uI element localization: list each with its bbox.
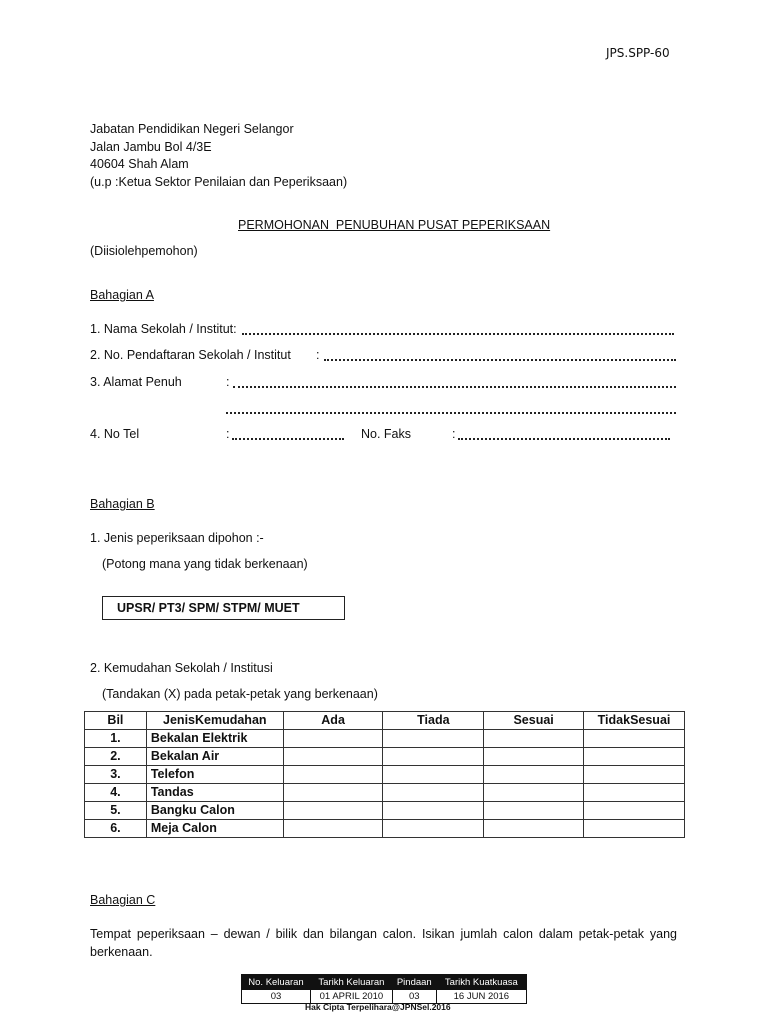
revision-date: 01 APRIL 2010 xyxy=(310,990,392,1004)
table-row xyxy=(85,802,685,820)
row-number: 5. xyxy=(85,802,147,820)
form-title: PERMOHONAN PENUBUHAN PUSAT PEPERIKSAAN xyxy=(238,218,551,232)
checkbox-cell-ada[interactable] xyxy=(283,766,383,784)
section-b-heading: Bahagian B xyxy=(90,497,155,511)
checkbox-cell-tidak-sesuai[interactable] xyxy=(584,784,685,802)
address-line-3: 40604 Shah Alam xyxy=(90,157,189,171)
facility-name: Telefon xyxy=(146,766,283,784)
section-c-text: Tempat peperiksaan – dewan / bilik dan bilangan calon. Isikan jumlah calon dalam petak-petak yang berkenaan. xyxy=(90,927,677,959)
facilities-table xyxy=(84,711,685,838)
checkbox-cell-tidak-sesuai[interactable] xyxy=(584,766,685,784)
phone-field[interactable] xyxy=(232,438,344,440)
facility-name: Bekalan Elektrik xyxy=(146,730,283,748)
revision-header-no: No. Keluaran xyxy=(242,975,311,990)
checkbox-cell-ada[interactable] xyxy=(283,748,383,766)
row-number: 2. xyxy=(85,748,147,766)
address-colon: : xyxy=(226,375,230,389)
address-line-2: Jalan Jambu Bol 4/3E xyxy=(90,140,212,154)
checkbox-cell-sesuai[interactable] xyxy=(484,730,584,748)
checkbox-cell-tidak-sesuai[interactable] xyxy=(584,748,685,766)
revision-header-amendment: Pindaan xyxy=(392,975,436,990)
table-row xyxy=(85,730,685,748)
checkbox-cell-tidak-sesuai[interactable] xyxy=(584,820,685,838)
col-header-ada: Ada xyxy=(283,712,383,730)
col-header-tiada: Tiada xyxy=(383,712,484,730)
checkbox-cell-sesuai[interactable] xyxy=(484,820,584,838)
checkbox-cell-ada[interactable] xyxy=(283,802,383,820)
document-code: JPS.SPP-60 xyxy=(606,46,670,60)
table-row xyxy=(85,784,685,802)
checkbox-cell-tiada[interactable] xyxy=(383,766,484,784)
revision-header-effective: Tarikh Kuatkuasa xyxy=(436,975,526,990)
section-a-heading: Bahagian A xyxy=(90,288,154,302)
fax-label: No. Faks xyxy=(361,427,412,441)
row-number: 6. xyxy=(85,820,147,838)
phone-colon: : xyxy=(226,427,230,441)
facilities-label: 2. Kemudahan Sekolah / Institusi xyxy=(90,661,273,675)
facility-name: Tandas xyxy=(146,784,283,802)
exam-options-box[interactable]: UPSR/ PT3/ SPM/ STPM/ MUET xyxy=(102,596,345,620)
phone-label: 4. No Tel xyxy=(90,427,140,441)
address-line-4: (u.p :Ketua Sektor Penilaian dan Peperiksaan) xyxy=(90,175,348,189)
form-subtitle: (Diisiolehpemohon) xyxy=(90,244,198,258)
checkbox-cell-sesuai[interactable] xyxy=(484,766,584,784)
checkbox-cell-tiada[interactable] xyxy=(383,748,484,766)
facility-name: Meja Calon xyxy=(146,820,283,838)
address-label: 3. Alamat Penuh xyxy=(90,375,182,389)
checkbox-cell-tiada[interactable] xyxy=(383,730,484,748)
registration-no-label: 2. No. Pendaftaran Sekolah / Institut xyxy=(90,348,291,362)
checkbox-cell-sesuai[interactable] xyxy=(484,748,584,766)
checkbox-cell-tidak-sesuai[interactable] xyxy=(584,730,685,748)
checkbox-cell-sesuai[interactable] xyxy=(484,784,584,802)
address-line-1: Jabatan Pendidikan Negeri Selangor xyxy=(90,122,294,136)
address-field-line-1[interactable] xyxy=(233,386,676,388)
checkbox-cell-tiada[interactable] xyxy=(383,802,484,820)
table-header-row xyxy=(85,712,685,730)
checkbox-cell-ada[interactable] xyxy=(283,820,383,838)
revision-table xyxy=(241,974,527,1004)
registration-no-colon: : xyxy=(316,348,320,362)
exam-type-note: (Potong mana yang tidak berkenaan) xyxy=(102,557,308,571)
revision-amendment: 03 xyxy=(392,990,436,1004)
school-name-label: 1. Nama Sekolah / Institut: xyxy=(90,322,237,336)
col-header-tidak-sesuai: TidakSesuai xyxy=(584,712,685,730)
checkbox-cell-tidak-sesuai[interactable] xyxy=(584,802,685,820)
facility-name: Bangku Calon xyxy=(146,802,283,820)
checkbox-cell-ada[interactable] xyxy=(283,784,383,802)
address-field-line-2[interactable] xyxy=(226,412,676,414)
checkbox-cell-tiada[interactable] xyxy=(383,784,484,802)
checkbox-cell-ada[interactable] xyxy=(283,730,383,748)
table-row xyxy=(85,766,685,784)
fax-field[interactable] xyxy=(458,438,670,440)
revision-header-row xyxy=(242,975,527,990)
row-number: 1. xyxy=(85,730,147,748)
fax-colon: : xyxy=(452,427,456,441)
checkbox-cell-tiada[interactable] xyxy=(383,820,484,838)
section-c-heading: Bahagian C xyxy=(90,893,156,907)
col-header-bil: Bil xyxy=(85,712,147,730)
revision-header-date: Tarikh Keluaran xyxy=(310,975,392,990)
row-number: 3. xyxy=(85,766,147,784)
revision-effective: 16 JUN 2016 xyxy=(436,990,526,1004)
facilities-note: (Tandakan (X) pada petak-petak yang berkenaan) xyxy=(102,687,378,701)
copyright-notice: Hak Cipta Terpelihara@JPNSel.2016 xyxy=(305,1002,451,1012)
school-name-field[interactable] xyxy=(242,333,674,335)
table-row xyxy=(85,748,685,766)
registration-no-field[interactable] xyxy=(324,359,676,361)
facility-name: Bekalan Air xyxy=(146,748,283,766)
checkbox-cell-sesuai[interactable] xyxy=(484,802,584,820)
revision-no: 03 xyxy=(242,990,311,1004)
row-number: 4. xyxy=(85,784,147,802)
table-row xyxy=(85,820,685,838)
col-header-sesuai: Sesuai xyxy=(484,712,584,730)
col-header-facility: JenisKemudahan xyxy=(146,712,283,730)
exam-type-label: 1. Jenis peperiksaan dipohon :- xyxy=(90,531,264,545)
